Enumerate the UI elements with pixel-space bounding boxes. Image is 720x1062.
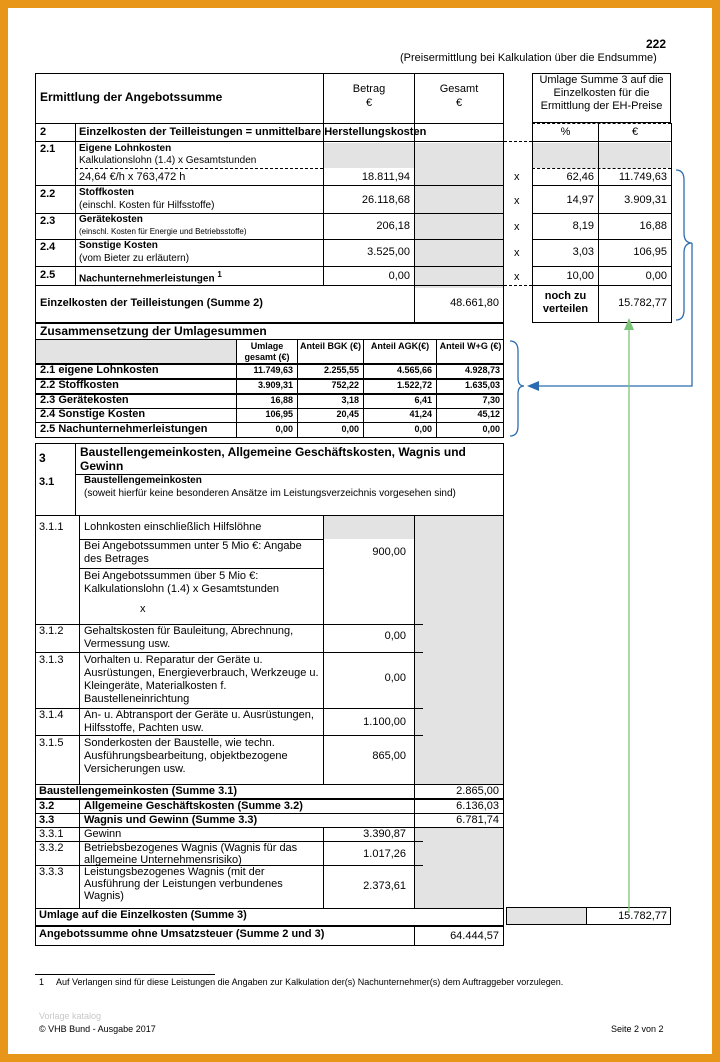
- blue-arrow-line: [534, 243, 692, 386]
- row-value: 865,00: [372, 750, 406, 762]
- row-eur: 106,95: [633, 246, 667, 258]
- umlage-row-label: 2.3 Gerätekosten: [40, 393, 129, 406]
- umlage-cell: 20,45: [336, 409, 359, 420]
- row-label: Bei Angebotssummen über 5 Mio €: Kalkulationslohn (1.4) x Gesamtstunden: [84, 570, 280, 595]
- row-value: 1.100,00: [363, 716, 406, 728]
- row-num: 2.4: [40, 241, 56, 253]
- row-calc: 24,64 €/h x 763,472 h: [79, 171, 186, 183]
- row-label: Vorhalten u. Reparatur der Geräte u. Ausrüstungen, Energieverbrauch, Werkzeuge u. Kleingeräte, Materialkosten f. Baustelleneinrichtung: [84, 654, 319, 705]
- row-eur: 11.749,63: [618, 171, 667, 183]
- row-value: 18.811,94: [361, 171, 410, 183]
- col-betrag: Betrag: [352, 83, 386, 95]
- sec3-title: Baustellengemeinkosten, Allgemeine Geschäftskosten, Wagnis und Gewinn: [80, 445, 466, 473]
- row-num: 3.2: [39, 800, 55, 812]
- row-value: 3.525,00: [367, 246, 410, 258]
- col-header: Anteil W+G (€): [439, 341, 502, 351]
- main-title: Ermittlung der Angebotssumme: [40, 90, 223, 104]
- row-num: 3.1.5: [39, 737, 64, 749]
- row-num: 3.3: [39, 814, 55, 826]
- row-value: 0,00: [384, 672, 406, 684]
- watermark: Vorlage katalog: [39, 1011, 102, 1021]
- umlage-cell: 11.749,63: [253, 365, 293, 375]
- umlage-cell: 6,41: [414, 394, 432, 405]
- col-gesamt-unit: €: [455, 97, 463, 109]
- multiply-sign: x: [514, 171, 520, 183]
- copyright: © VHB Bund - Ausgabe 2017: [39, 1024, 156, 1034]
- col-betrag-unit: €: [365, 97, 373, 109]
- row-label: Leistungsbezogenes Wagnis (mit der Ausführung der Leistungen verbundenes Wagnis): [84, 866, 283, 902]
- row-num: 3.3.3: [39, 866, 64, 878]
- row-num: 2.1: [40, 143, 56, 155]
- umlage-cell: 0,00: [341, 424, 359, 435]
- page-indicator: Seite 2 von 2: [611, 1024, 664, 1034]
- multiply-sign: x: [514, 195, 520, 207]
- row-value: 2.373,61: [363, 880, 406, 892]
- page-subtitle: (Preisermittlung bei Kalkulation über die Endsumme): [400, 52, 657, 64]
- footnote-number: 1: [39, 977, 45, 987]
- row-num: 2.2: [40, 188, 56, 200]
- row-label: Sonderkosten der Baustelle, wie techn. Ausführungsbearbeitung, objektbezogene Versicherungen usw.: [84, 737, 288, 775]
- footnote-text: Auf Verlangen sind für diese Leistungen die Angaben zur Kalkulation der(s) Nachunternehmer(s) dem Auftraggeber vorzulegen.: [56, 977, 564, 987]
- row-num: 3.1.3: [39, 654, 64, 666]
- row-value: 900,00: [372, 546, 406, 558]
- umlage-cell: 0,00: [275, 424, 293, 435]
- umlage-row-label: 2.4 Sonstige Kosten: [40, 408, 146, 421]
- row-subtitle: (vom Bieter zu erläutern): [79, 253, 190, 264]
- umlage-cell: 0,00: [414, 424, 432, 435]
- row-pct: 10,00: [566, 270, 594, 282]
- row-title: Stoffkosten: [79, 187, 134, 198]
- row-title: Gerätekosten: [79, 214, 143, 225]
- sum-value: 6.781,74: [456, 814, 499, 826]
- row-pct: 62,46: [566, 171, 594, 183]
- row-label: Bei Angebotssummen unter 5 Mio €: Angabe des Betrages: [84, 540, 302, 565]
- row-num: 2.5: [40, 269, 56, 281]
- umlage-row-label: 2.2 Stoffkosten: [40, 378, 119, 391]
- umlage-row-label: 2.1 eigene Lohnkosten: [40, 364, 159, 376]
- row-num: 3.3.1: [39, 828, 64, 840]
- umlage-cell: 3,18: [341, 394, 359, 405]
- row-value: 26.118,68: [361, 194, 410, 206]
- umlage-sum-label: Umlage auf die Einzelkosten (Summe 3): [39, 909, 247, 921]
- row-num: 3.1.4: [39, 709, 64, 721]
- sum-label: Wagnis und Gewinn (Summe 3.3): [84, 814, 258, 826]
- angebot-value: 64.444,57: [450, 930, 499, 942]
- umlage-sum-value: 15.782,77: [618, 910, 667, 922]
- blue-arrowhead: [527, 381, 539, 391]
- umlage-cell: 45,12: [477, 409, 500, 420]
- col-header: Anteil AGK(€): [370, 341, 430, 351]
- multiply-sign: x: [140, 603, 146, 615]
- sum-value: 6.136,03: [456, 800, 499, 812]
- row-value: 0,00: [384, 630, 406, 642]
- multiply-sign: x: [514, 247, 520, 259]
- row-eur: 0,00: [645, 270, 667, 282]
- col-gesamt: Gesamt: [439, 83, 479, 95]
- annotation-arrows: [8, 8, 712, 1054]
- umlage-cell: 7,30: [482, 394, 500, 405]
- row-subtitle: (soweit hierfür keine besonderen Ansätze im Leistungsverzeichnis vorgesehen sind): [84, 488, 456, 499]
- umlage-header: Umlage Summe 3 auf die Einzelkosten für die Ermittlung der EH-Preise: [539, 74, 664, 112]
- umlage-cell: 1.635,03: [464, 379, 500, 390]
- row-subtitle: (einschl. Kosten für Hilfsstoffe): [79, 200, 215, 211]
- noch-value: 15.782,77: [618, 297, 667, 309]
- row-subtitle: (einschl. Kosten für Energie und Betriebsstoffe): [79, 227, 247, 236]
- col-header: Anteil BGK (€): [299, 341, 361, 351]
- col-header: Umlage gesamt (€): [244, 341, 290, 362]
- row-value: 0,00: [388, 270, 410, 282]
- sum2-label: Einzelkosten der Teilleistungen (Summe 2): [40, 297, 263, 309]
- row-pct: 3,03: [572, 246, 594, 258]
- row-label: An- u. Abtransport der Geräte u. Ausrüstungen, Hilfsstoffe, Pachten usw.: [84, 709, 314, 734]
- umlage-cell: 4.565,66: [396, 365, 432, 375]
- row-pct: 8,19: [572, 220, 594, 232]
- row-eur: 3.909,31: [624, 194, 667, 206]
- sum-label: Baustellengemeinkosten (Summe 3.1): [39, 785, 238, 797]
- blue-brace-right: [676, 170, 692, 320]
- row-label: Lohnkosten einschließlich Hilfslöhne: [84, 521, 262, 533]
- umlage-cell: 4.928,73: [464, 365, 500, 375]
- sec3-num: 3: [39, 451, 46, 465]
- blue-brace-umlage: [510, 341, 524, 436]
- row-eur: 16,88: [639, 220, 667, 232]
- row-num: 3.1.1: [39, 521, 64, 533]
- umlage-row-label: 2.5 Nachunternehmerleistungen: [40, 423, 208, 436]
- sum2-value: 48.661,80: [450, 297, 499, 309]
- umlage-title: Zusammensetzung der Umlagesummen: [40, 324, 267, 338]
- row-value: 206,18: [376, 220, 410, 232]
- sum-label: Allgemeine Geschäftskosten (Summe 3.2): [84, 800, 303, 812]
- document-page: [8, 8, 712, 1054]
- umlage-cell: 752,22: [331, 379, 359, 390]
- noch-zu-verteilen: noch zu verteilen: [542, 290, 589, 315]
- multiply-sign: x: [514, 271, 520, 283]
- row-label: Betriebsbezogenes Wagnis (Wagnis für das allgemeine Unternehmensrisiko): [84, 842, 298, 866]
- umlage-cell: 2.255,55: [323, 365, 359, 375]
- row-label: Gehaltskosten für Bauleitung, Abrechnung, Vermessung usw.: [84, 625, 294, 650]
- row-num: 3.1: [39, 476, 55, 488]
- sec2-num: 2: [40, 126, 47, 138]
- row-title: Eigene Lohnkosten: [79, 143, 172, 154]
- umlage-cell: 106,95: [265, 409, 293, 420]
- row-num: 3.1.2: [39, 625, 64, 637]
- page-number: 222: [646, 37, 667, 51]
- green-arrowhead: [624, 318, 634, 330]
- row-subtitle: Kalkulationslohn (1.4) x Gesamtstunden: [79, 155, 257, 166]
- row-pct: 14,97: [566, 194, 594, 206]
- row-label: Gewinn: [84, 828, 122, 840]
- umlage-cell: 0,00: [482, 424, 500, 435]
- multiply-sign: x: [514, 221, 520, 233]
- col-eur: €: [631, 126, 639, 138]
- row-title: Baustellengemeinkosten: [84, 475, 202, 486]
- row-num: 2.3: [40, 215, 56, 227]
- footnote-ref: 1: [217, 270, 222, 279]
- row-value: 3.390,87: [363, 828, 406, 840]
- col-pct: %: [560, 126, 571, 138]
- sec2-title: Einzelkosten der Teilleistungen = unmittelbare Herstellungskosten: [79, 126, 427, 138]
- row-num: 3.3.2: [39, 842, 64, 854]
- row-title: Nachunternehmerleistungen $^1$: [79, 270, 222, 285]
- row-title: Sonstige Kosten: [79, 240, 158, 251]
- umlage-cell: 3.909,31: [257, 379, 293, 390]
- row-value: 1.017,26: [363, 848, 406, 860]
- angebot-label: Angebotssumme ohne Umsatzsteuer (Summe 2 und 3): [39, 928, 325, 940]
- umlage-cell: 1.522,72: [396, 379, 432, 390]
- sum-value: 2.865,00: [456, 785, 499, 797]
- umlage-cell: 41,24: [409, 409, 432, 420]
- umlage-cell: 16,88: [270, 394, 293, 405]
